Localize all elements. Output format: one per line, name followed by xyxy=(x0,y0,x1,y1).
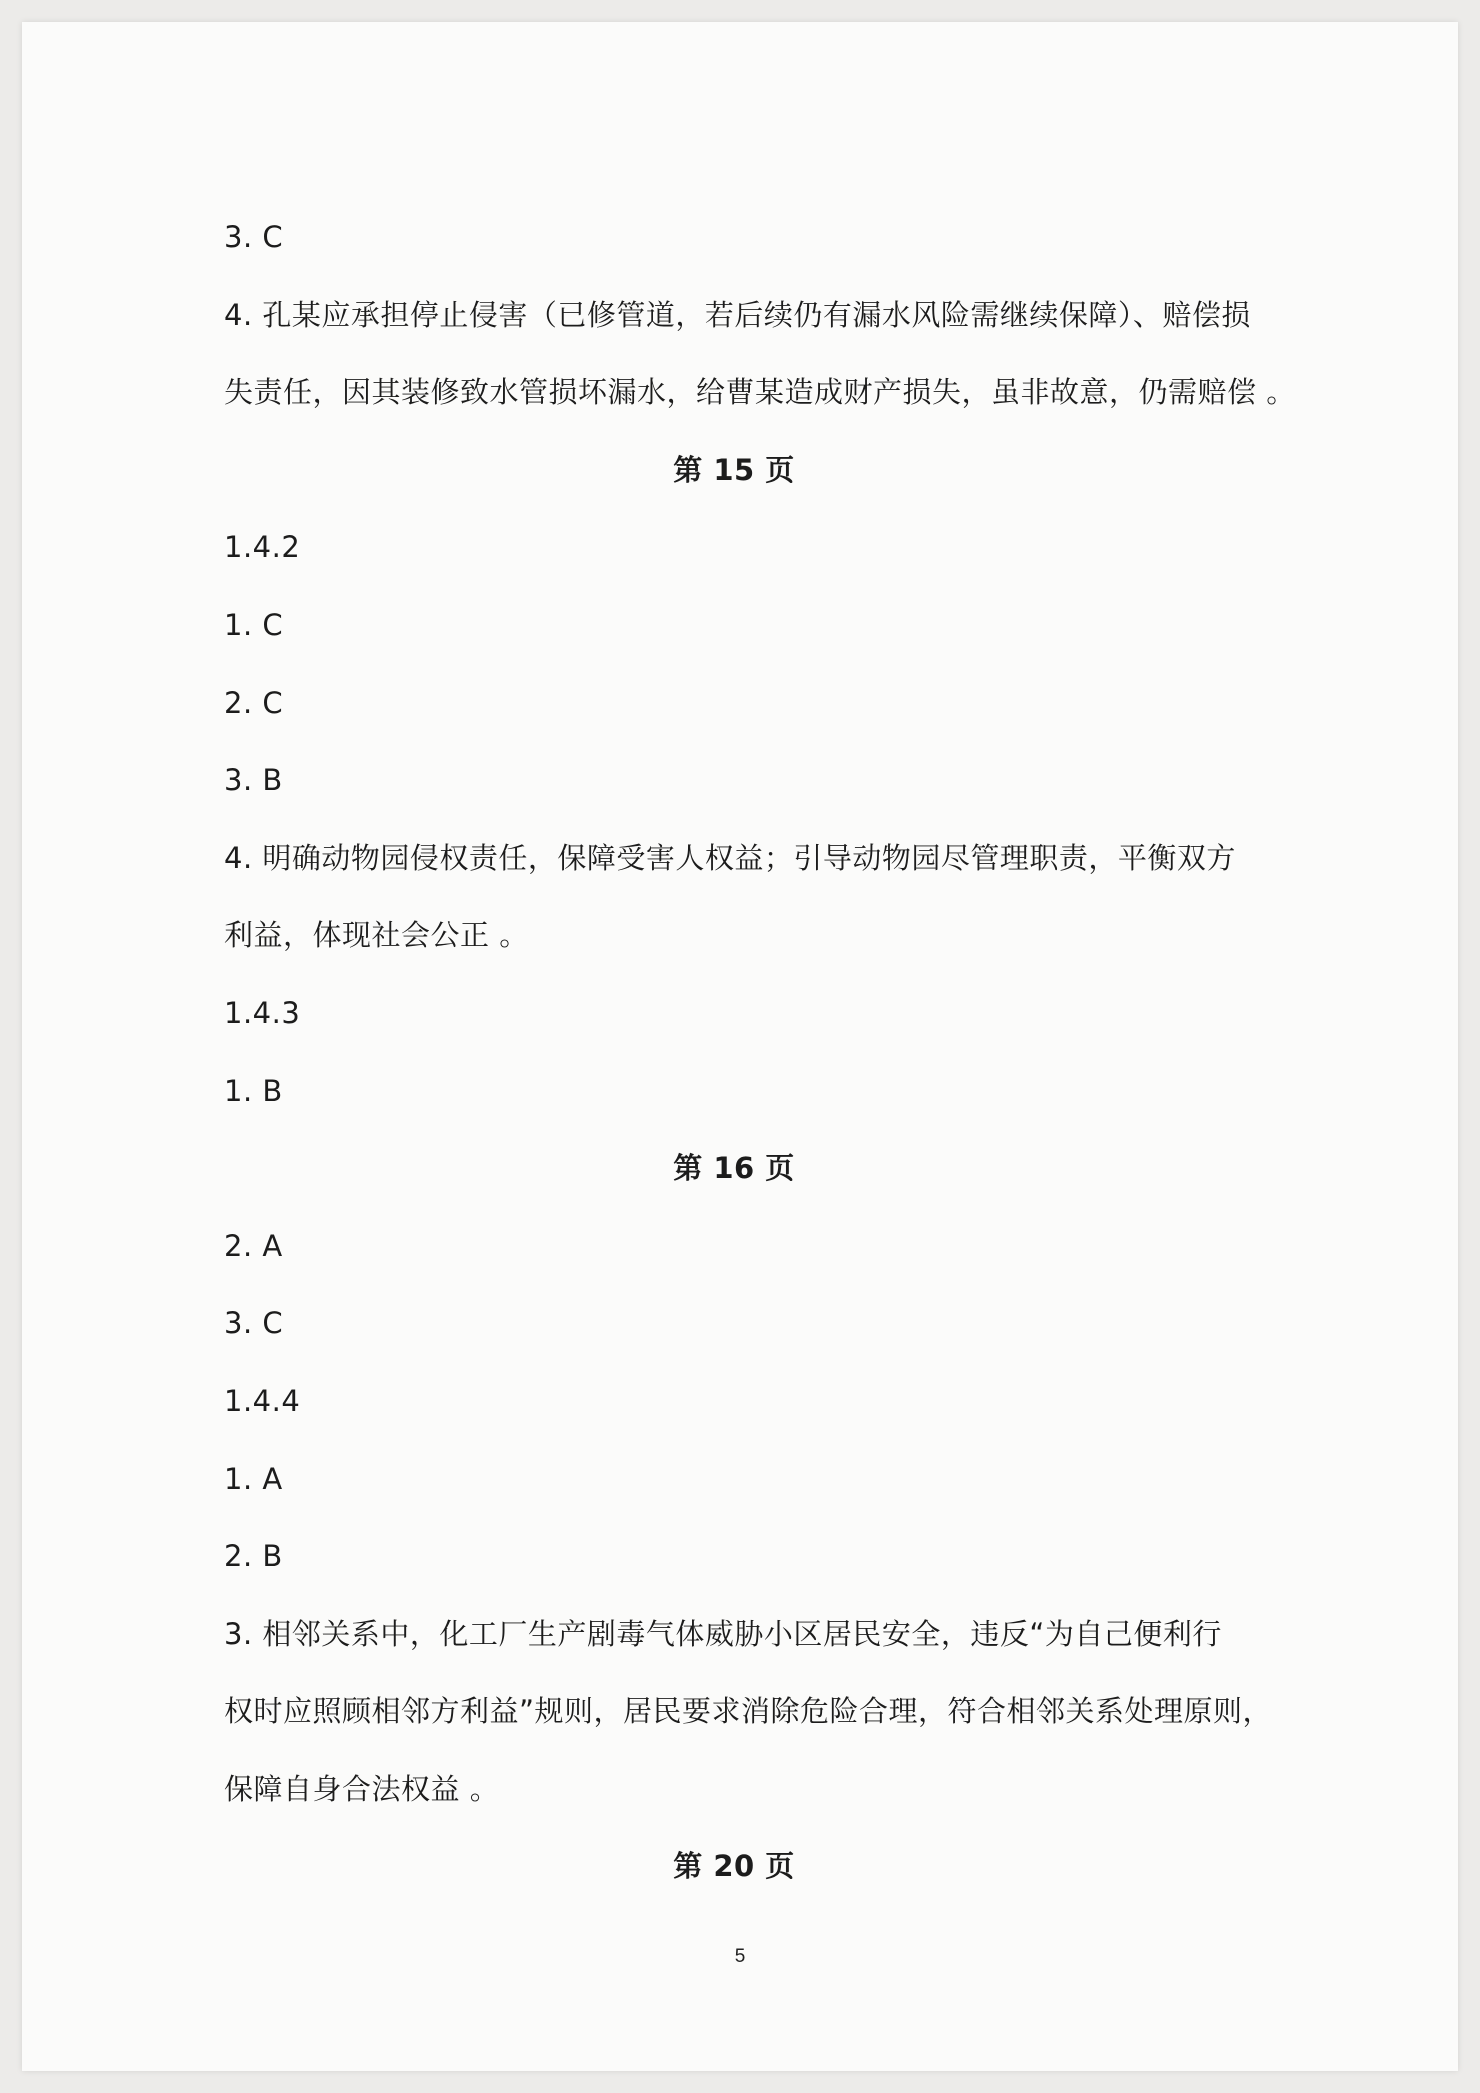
page-heading-20: 第 20 页 xyxy=(673,1849,795,1884)
section-1-4-2: 1.4.2 xyxy=(224,530,301,565)
answer-1-c: 1. C xyxy=(224,607,284,642)
answer-2-b: 2. B xyxy=(224,1539,283,1574)
answer-2-a: 2. A xyxy=(224,1228,283,1263)
answer-2-c: 2. C xyxy=(224,685,284,720)
answer-4-line-2: 失责任，因其装修致水管损坏漏水，给曹某造成财产损失，虽非故意，仍需赔偿 。 xyxy=(224,375,1296,410)
page-number: 5 xyxy=(734,1946,746,1967)
answer-3-c-second: 3. C xyxy=(224,1306,284,1341)
section-1-4-4: 1.4.4 xyxy=(224,1383,301,1418)
page-heading-16: 第 16 页 xyxy=(673,1151,795,1186)
answer-4-line-1: 4. 孔某应承担停止侵害（已修管道，若后续仍有漏水风险需继续保障）、赔偿损 xyxy=(224,297,1251,332)
page-content xyxy=(224,214,1296,1921)
answer-4-zoo-line-2: 利益，体现社会公正 。 xyxy=(224,918,529,953)
document-page xyxy=(22,22,1458,2071)
section-1-4-3: 1.4.3 xyxy=(224,995,301,1030)
answer-3-c: 3. C xyxy=(224,220,284,254)
page-heading-15: 第 15 页 xyxy=(673,452,795,487)
answer-3-neighbor-line-3: 保障自身合法权益 。 xyxy=(224,1771,500,1806)
answer-1-a: 1. A xyxy=(224,1461,283,1496)
answer-3-neighbor-line-1: 3. 相邻关系中，化工厂生产剧毒气体威胁小区居民安全，违反“为自己便利行 xyxy=(224,1616,1222,1651)
answer-3-neighbor-line-2: 权时应照顾相邻方利益”规则，居民要求消除危险合理，符合相邻关系处理原则， xyxy=(224,1694,1273,1729)
answer-3-b: 3. B xyxy=(224,763,283,798)
answer-1-b: 1. B xyxy=(224,1073,283,1108)
answer-4-zoo-line-1: 4. 明确动物园侵权责任，保障受害人权益；引导动物园尽管理职责，平衡双方 xyxy=(224,840,1236,875)
